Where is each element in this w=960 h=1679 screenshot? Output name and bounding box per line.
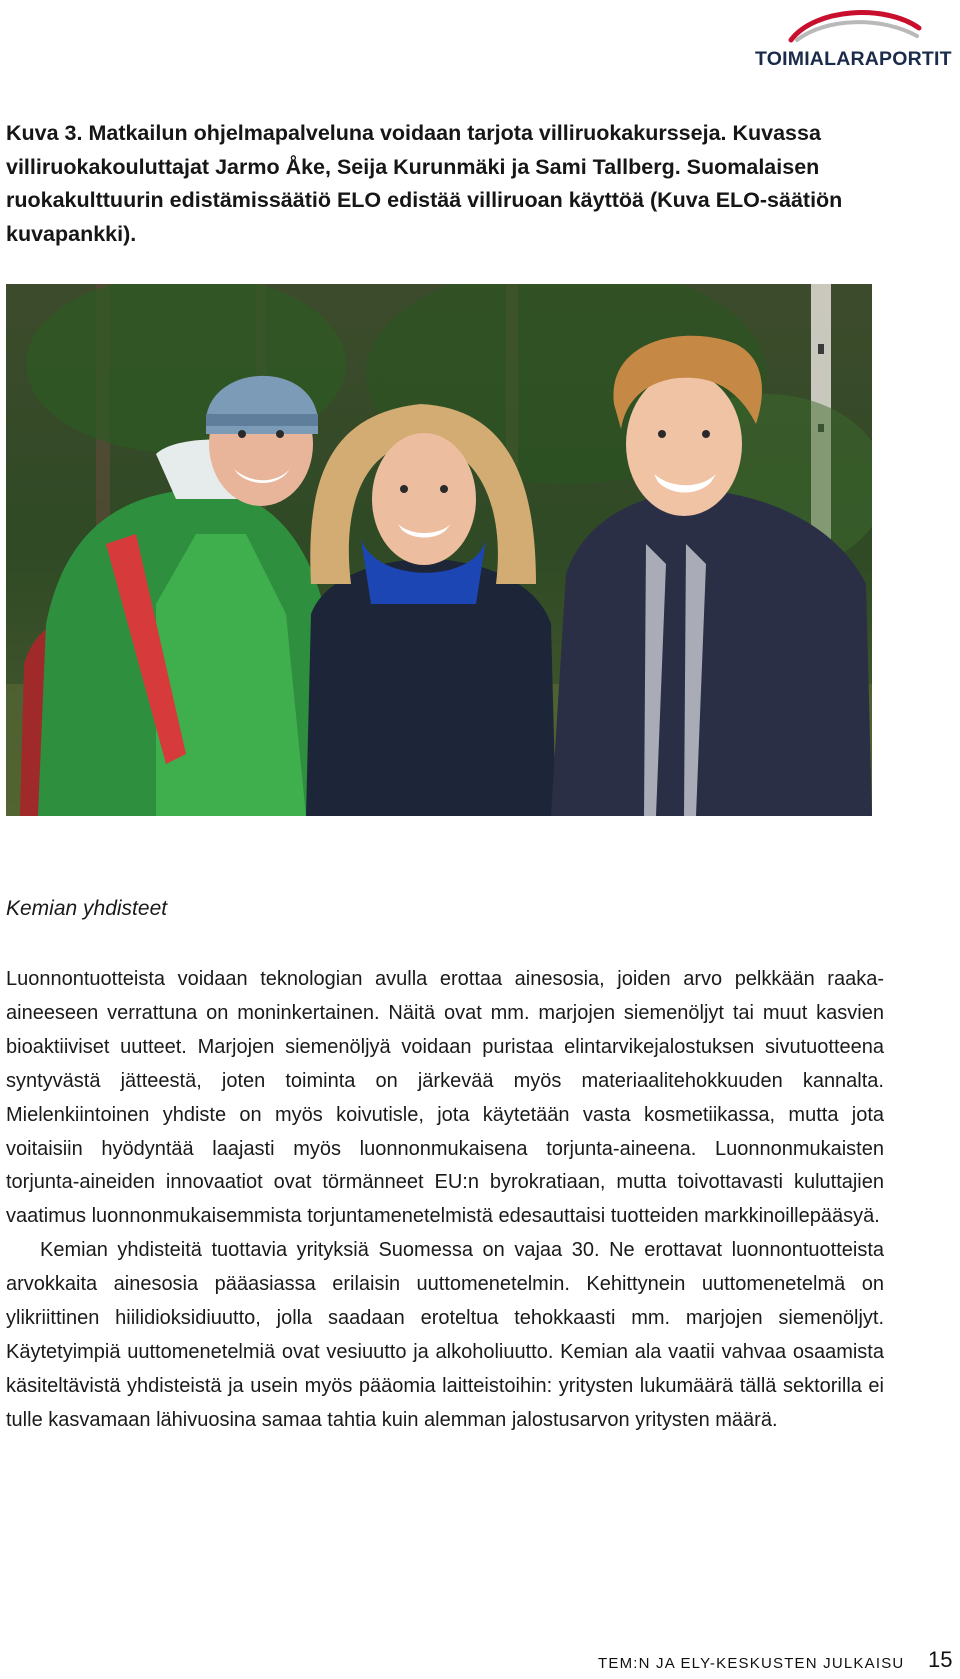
logo-arc-icon — [785, 6, 925, 46]
body-text — [6, 963, 884, 1438]
footer-publication-label: TEM:N JA ELY-KESKUSTEN JULKAISU — [598, 1655, 905, 1672]
logo-text: TOIMIALARAPORTIT — [755, 48, 952, 70]
toimialaraportit-logo — [755, 6, 950, 72]
body-paragraph: Kemian yhdisteitä tuottavia yrityksiä Suomessa on vajaa 30. Ne erottavat luonnontuotteista arvokkaita ainesosia pääasiassa erilaisin uuttomenetelmin. Kehittynein uuttomenetelmä on ylikriittinen hiilidioksidiuutto, jolla saadaan eroteltua tehokkaasti mm. marjojen siemenöljyt. Käytetyimpiä uuttomenetelmiä ovat vesiuutto ja alkoholiuutto. Kemian ala vaatii vahvaa osaamista käsiteltävistä yhdisteistä ja usein myös pääomia laitteistoihin: yritysten lukumäärä tällä sektorilla ei tulle kasvamaan lähivuosina samaa tahtia kuin alemman jalostusarvon yritysten määrä. — [6, 1239, 884, 1431]
figure-photo — [6, 284, 872, 816]
page-number: 15 — [928, 1647, 953, 1672]
section-heading: Kemian yhdisteet — [6, 897, 168, 920]
figure-caption: Kuva 3. Matkailun ohjelmapalveluna voidaan tarjota villiruokakursseja. Kuvassa villiruokakouluttajat Jarmo Åke, Seija Kurunmäki ja Sami Tallberg. Suomalaisen ruokakulttuurin edistämissäätiö ELO edistää villiruoan käyttöä (Kuva ELO-säätiön kuvapankki). — [6, 121, 843, 246]
body-paragraph: Luonnontuotteista voidaan teknologian avulla erottaa ainesosia, joiden arvo pelkkään raaka-aineeseen verrattuna on moninkertainen. Näitä ovat mm. marjojen siemenöljyt tai muut kasvien bioaktiiviset uutteet. Marjojen siemenöljyä voidaan puristaa elintarvikejalostuksen sivutuotteena syntyvästä jätteestä, joten toiminta on järkevää myös materiaalitehokkuuden kannalta. Mielenkiintoinen yhdiste on myös koivutisle, jota käytetään vasta kosmetiikassa, mutta jota voitaisiin hyödyntää laajasti myös luonnonmukaisena torjunta-aineena. Luonnonmukaisten torjunta-aineiden innovaatiot ovat törmänneet EU:n byrokratiaan, mutta toivottavasti kuluttajien vaatimus luonnonmukaisemmista torjuntamenetelmistä edesauttaisi tuotteiden markkinoillepääsyä. — [6, 968, 884, 1228]
photo-illustration — [6, 284, 872, 816]
